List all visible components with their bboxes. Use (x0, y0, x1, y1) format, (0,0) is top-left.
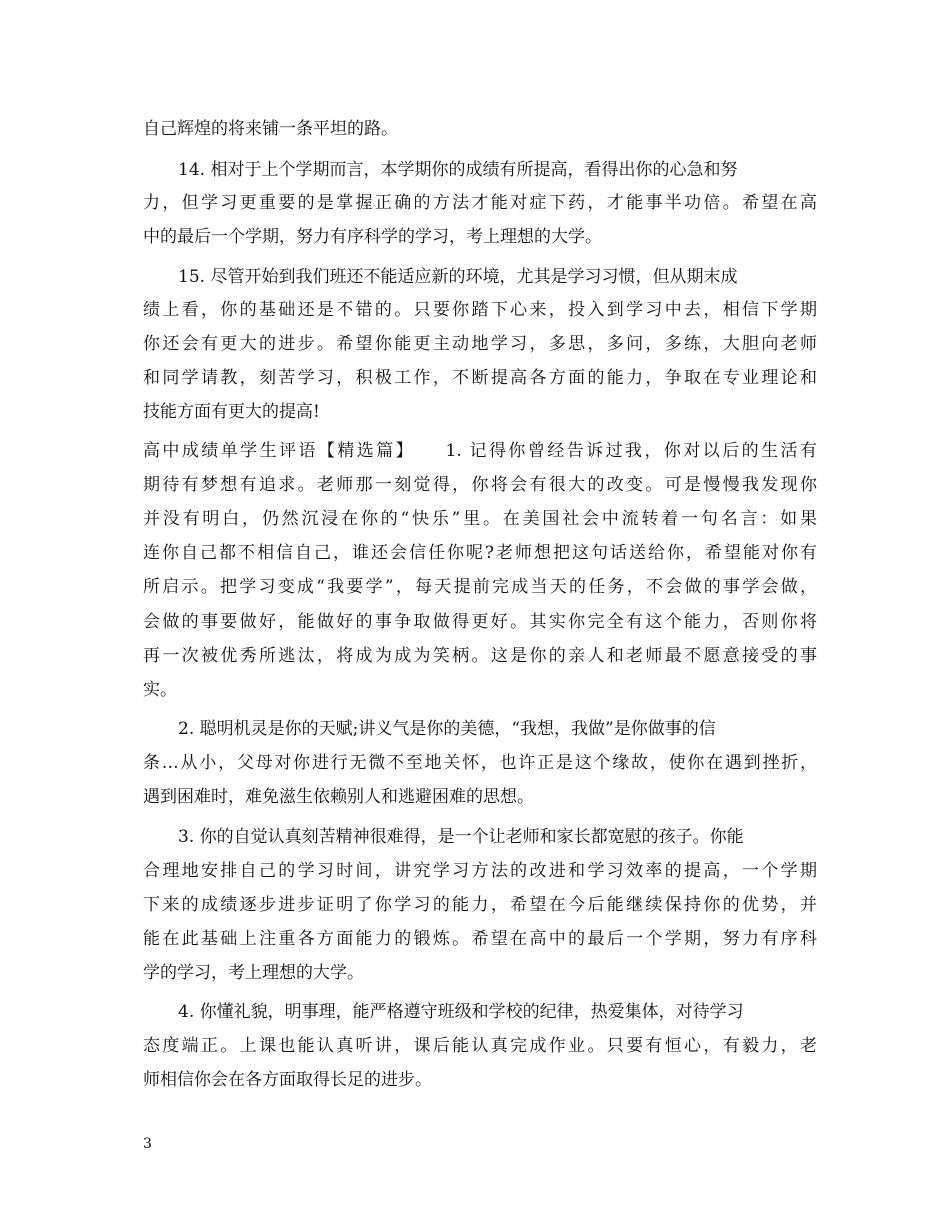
text-line: 条…从小，父母对你进行无微不至地关怀，也许正是这个缘故，使你在遇到挫折， (143, 753, 817, 773)
text-line: 绩上看，你的基础还是不错的。只要你踏下心来，投入到学习中去，相信下学期 (143, 300, 817, 320)
text-line: 中的最后一个学期，努力有序科学的学习，考上理想的大学。 (143, 227, 602, 247)
text-line: 所启示。把学习变成“我要学”，每天提前完成当天的任务，不会做的事学会做， (143, 577, 817, 597)
text-line: 能在此基础上注重各方面能力的锻炼。希望在高中的最后一个学期，努力有序科 (143, 929, 817, 949)
text-line: 你还会有更大的进步。希望你能更主动地学习，多思，多问，多练，大胆向老师 (143, 334, 817, 354)
text-line: 14. 相对于上个学期而言，本学期你的成绩有所提高，看得出你的心急和努 (178, 160, 738, 180)
text-line: 学的学习，考上理想的大学。 (143, 963, 364, 983)
page-number: 3 (143, 1136, 152, 1152)
text-line: 自己辉煌的将来铺一条平坦的路。 (143, 119, 398, 139)
text-line: 下来的成绩逐步进步证明了你学习的能力，希望在今后能继续保持你的优势，并 (143, 895, 817, 915)
text-line: 和同学请教，刻苦学习，积极工作，不断提高各方面的能力，争取在专业理论和 (143, 368, 817, 388)
text-line: 态度端正。上课也能认真听讲，课后能认真完成作业。只要有恒心，有毅力，老 (143, 1036, 817, 1056)
text-line: 高中成绩单学生评语【精选篇】 1. 记得你曾经告诉过我，你对以后的生活有 (143, 441, 817, 461)
text-line: 会做的事要做好，能做好的事争取做得更好。其实你完全有这个能力，否则你将 (143, 612, 817, 632)
text-line: 技能方面有更大的提高! (143, 402, 320, 422)
text-line: 遇到困难时，难免滋生依赖别人和逃避困难的思想。 (143, 787, 534, 807)
text-line: 并没有明白，仍然沉浸在你的“快乐”里。在美国社会中流转着一句名言：如果 (143, 509, 817, 529)
text-line: 期待有梦想有追求。老师那一刻觉得，你将会有很大的改变。可是慢慢我发现你 (143, 475, 817, 495)
text-line: 师相信你会在各方面取得长足的进步。 (143, 1070, 432, 1090)
text-line: 15. 尽管开始到我们班还不能适应新的环境，尤其是学习习惯，但从期末成 (178, 267, 738, 287)
text-line: 4. 你懂礼貌，明事理，能严格遵守班级和学校的纪律，热爱集体，对待学习 (178, 1002, 744, 1022)
text-line: 再一次被优秀所逃汰，将成为成为笑柄。这是你的亲人和老师最不愿意接受的事 (143, 646, 817, 666)
text-line: 力，但学习更重要的是掌握正确的方法才能对症下药，才能事半功倍。希望在高 (143, 193, 817, 213)
text-line: 3. 你的自觉认真刻苦精神很难得，是一个让老师和家长都宽慰的孩子。你能 (178, 827, 744, 847)
text-line: 实。 (143, 680, 177, 700)
text-line: 合理地安排自己的学习时间，讲究学习方法的改进和学习效率的提高，一个学期 (143, 861, 817, 881)
text-line: 2. 聪明机灵是你的天赋;讲义气是你的美德，“我想，我做”是你做事的信 (178, 719, 716, 739)
text-line: 连你自己都不相信自己，谁还会信任你呢?老师想把这句话送给你，希望能对你有 (143, 543, 817, 563)
